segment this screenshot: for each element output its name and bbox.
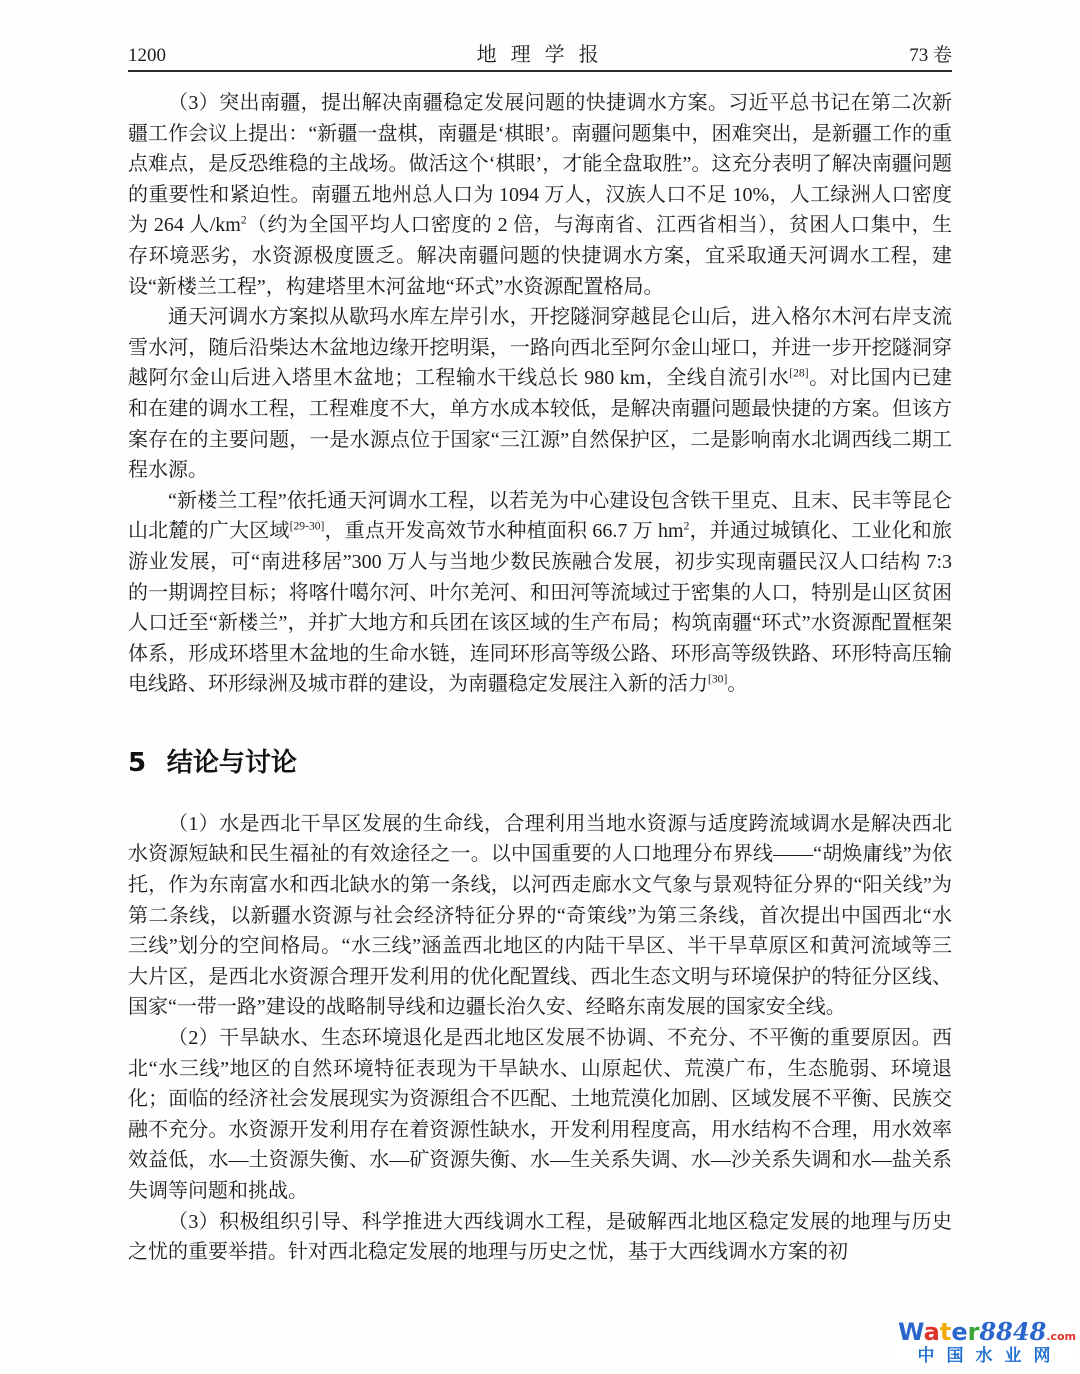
journal-title: 地理学报 — [476, 44, 613, 66]
post-heading-paragraphs — [128, 809, 952, 1268]
paragraph: （3）突出南疆，提出解决南疆稳定发展问题的快捷调水方案。习近平总书记在第二次新疆工作会议上提出：“新疆一盘棋，南疆是‘棋眼’。南疆问题集中，困难突出，是新疆工作的重点难点，是反恐维稳的主战场。做活这个‘棋眼’，才能全盘取胜”。这充分表明了解决南疆问题的重要性和紧迫性。南疆五地州总人口为 1094 万人，汉族人口不足 10%，人工绿洲人口密度为 264 人$/km^2$（约为全国平均人口密度的 2 倍，与海南省、江西省相当），贫困人口集中，生存环境恶劣，水资源极度匮乏。解决南疆问题的快捷调水方案，宜采取通天河调水工程，建设“新楼兰工程”，构建塔里木河盆地“环式”水资源配置格局。 — [128, 92, 952, 298]
page-body — [128, 88, 952, 1268]
section-title: 结论与讨论 — [166, 747, 297, 778]
watermark-brand — [898, 1316, 1076, 1346]
pre-heading-paragraphs — [128, 88, 952, 700]
watermark-logo — [896, 1316, 1078, 1367]
header-rule — [128, 70, 952, 72]
watermark-subtitle: 中国水业网 — [917, 1346, 1063, 1367]
page-number: 1200 — [128, 45, 166, 66]
paragraph: （3）积极组织引导、科学推进大西线调水工程，是破解西北地区稳定发展的地理与历史之忧的重要举措。针对西北稳定发展的地理与历史之忧，基于大西线调水方案的初 — [128, 1210, 952, 1264]
watermark-brand-word: Water — [898, 1317, 980, 1346]
section-heading — [128, 742, 952, 779]
section-number: 5 — [128, 747, 147, 778]
page-header — [128, 38, 952, 67]
paragraph: （2）干旱缺水、生态环境退化是西北地区发展不协调、不充分、不平衡的重要原因。西北“水三线”地区的自然环境特征表现为干旱缺水、山原起伏、荒漠广布，生态脆弱、环境退化；面临的经济社会发展现实为资源组合不匹配、土地荒漠化加剧、区域发展不平衡、民族交融不充分。水资源开发利用存在着资源性缺水，开发利用程度高，用水结构不合理，用水效率效益低，水—土资源失衡、水—矿资源失衡、水—生关系失调、水—沙关系失调和水—盐关系失调等问题和挑战。 — [128, 1027, 952, 1202]
watermark-brand-number: 8848 — [979, 1316, 1047, 1346]
paragraph: 通天河调水方案拟从歇玛水库左岸引水，开挖隧洞穿越昆仑山后，进入格尔木河右岸支流雪水河，随后沿柴达木盆地边缘开挖明渠，一路向西北至阿尔金山垭口，并进一步开挖隧洞穿越阿尔金山后进入塔里木盆地；工程输水干线总长 980 km，全线自流引水[28]。对比国内已建和在建的调水工程，工程难度不大，单方水成本较低，是解决南疆问题最快捷的方案。但该方案存在的主要问题，一是水源点位于国家“三江源”自然保护区，二是影响南水北调西线二期工程水源。 — [128, 306, 953, 482]
paragraph: “新楼兰工程”依托通天河调水工程，以若羌为中心建设包含铁干里克、且末、民丰等昆仑山北麓的广大区域[29-30]，重点开发高效节水种植面积 66.7 万 $hm^2$，并通过城镇化、工业化和旅游业发展，可“南进移居”300 万人与当地少数民族融合发展，初步实现南疆民汉人口结构 7:3 的一期调控目标；将喀什噶尔河、叶尔羌河、和田河等流域过于密集的人口，特别是山区贫困人口迁至“新楼兰”，并扩大地方和兵团在该区域的生产布局；构筑南疆“环式”水资源配置框架体系，形成环塔里木盆地的生命水链，连同环形高等级公路、环形高等级铁路、环形特高压输电线路、环形绿洲及城市群的建设，为南疆稳定发展注入新的活力[30]。 — [128, 489, 953, 696]
watermark-brand-tld: .com — [1046, 1329, 1076, 1343]
paragraph: （1）水是西北干旱区发展的生命线，合理利用当地水资源与适度跨流域调水是解决西北水资源短缺和民生福祉的有效途径之一。以中国重要的人口地理分布界线——“胡焕庸线”为依托，作为东南富水和西北缺水的第一条线，以河西走廊水文气象与景观特征分界的“阳关线”为第二条线，以新疆水资源与社会经济特征分界的“奇策线”为第三条线，首次提出中国西北“水三线”划分的空间格局。“水三线”涵盖西北地区的内陆干旱区、半干旱草原区和黄河流域等三大片区，是西北水资源合理开发利用的优化配置线、西北生态文明与环境保护的特征分区线、国家“一带一路”建设的战略制导线和边疆长治久安、经略东南发展的国家安全线。 — [128, 812, 952, 1019]
volume-label: 73 卷 — [909, 45, 952, 66]
